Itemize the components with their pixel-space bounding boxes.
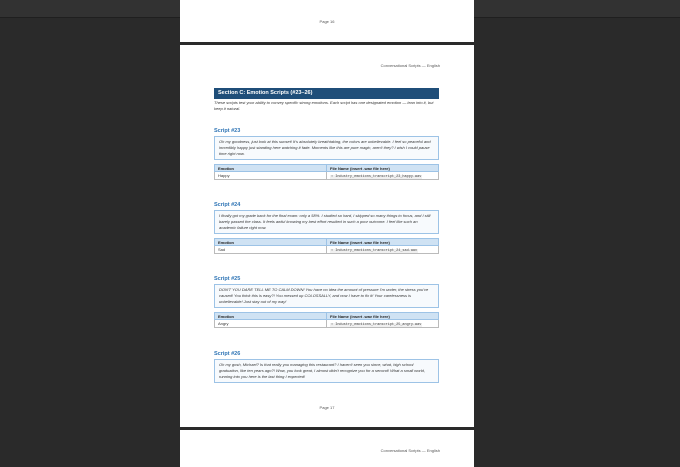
running-header: Conversational Scripts — English (380, 63, 440, 68)
emotion-table (214, 164, 439, 180)
emotion-table (214, 312, 439, 328)
filename-column-header: File Name (insert .wav file here) (327, 165, 439, 172)
page-footer: Page 16 (319, 19, 335, 24)
script-title: Script #25 (214, 276, 241, 282)
table-row (215, 246, 439, 254)
script-title: Script #26 (214, 351, 241, 357)
script-text-box: Oh my goodness, just look at this sunset! It's absolutely breathtaking, the colors are unbelievable. I feel so peaceful and incredibly happy just standing here watching it fade. Moments like this are pure magic, aren't they? I wish I could pause time right now. (214, 136, 439, 160)
file-icon: ▪ (331, 322, 334, 327)
script-block (214, 127, 439, 180)
script-text-box: I finally got my grade back for the final exam: only a 58%. I studied so hard, I skipped so many things to focus, and I still barely passed the class. It feels awful knowing my best effort resulted in such a poor outcome. I feel like such an academic failure right now. (214, 210, 439, 234)
filename-chip[interactable]: ▪ Industry_emotions_transcript_24_sad.wav (331, 248, 418, 253)
filename-chip[interactable]: ▪ Industry_emotions_transcript_23_happy.wav (331, 174, 422, 179)
script-block (214, 275, 439, 328)
section-description: These scripts test your ability to convey specific strong emotions. Each script has one designated emotion — lean into it, but keep it natural. (214, 100, 434, 111)
script-title: Script #24 (214, 202, 241, 208)
script-title: Script #23 (214, 128, 241, 134)
script-text-box: DON'T YOU DARE TELL ME TO CALM DOWN! You have no idea the amount of pressure I'm under, the stress you've caused! You think this is easy?! You messed up COLOSSALLY, and now I have to fix it! Your carelessness is unbelievable! Just stay out of my way! (214, 284, 439, 308)
file-icon: ▪ (331, 174, 334, 179)
pdf-page-next (180, 430, 474, 467)
section-title: Section C: Emotion Scripts (#23–26) (214, 88, 439, 99)
filename-cell (327, 320, 439, 328)
filename-column-header: File Name (insert .wav file here) (327, 239, 439, 246)
emotion-table (214, 238, 439, 254)
script-text-box: Oh my gosh, Michael? Is that really you managing this restaurant? I haven't seen you since, what, high school graduation, like ten years ago?! Wow, you look great, I almost didn't recognize you for a second! What a small world, running into you here is the last thing I expected! (214, 359, 439, 383)
emotion-column-header: Emotion (215, 239, 327, 246)
page-footer: Page 17 (319, 405, 335, 410)
emotion-cell: Angry (215, 320, 327, 328)
filename-cell (327, 246, 439, 254)
running-header: Conversational Scripts — English (380, 448, 440, 453)
pdf-page-previous (180, 0, 474, 42)
pdf-page-current (180, 45, 474, 427)
emotion-cell: Sad (215, 246, 327, 254)
table-row (215, 172, 439, 180)
filename-column-header: File Name (insert .wav file here) (327, 313, 439, 320)
file-icon: ▪ (331, 248, 334, 253)
filename-chip[interactable]: ▪ Industry_emotions_transcript_25_angry.wav (331, 322, 422, 327)
filename-cell (327, 172, 439, 180)
emotion-column-header: Emotion (215, 313, 327, 320)
emotion-cell: Happy (215, 172, 327, 180)
script-block (214, 350, 439, 383)
table-row (215, 320, 439, 328)
emotion-column-header: Emotion (215, 165, 327, 172)
script-block (214, 201, 439, 254)
